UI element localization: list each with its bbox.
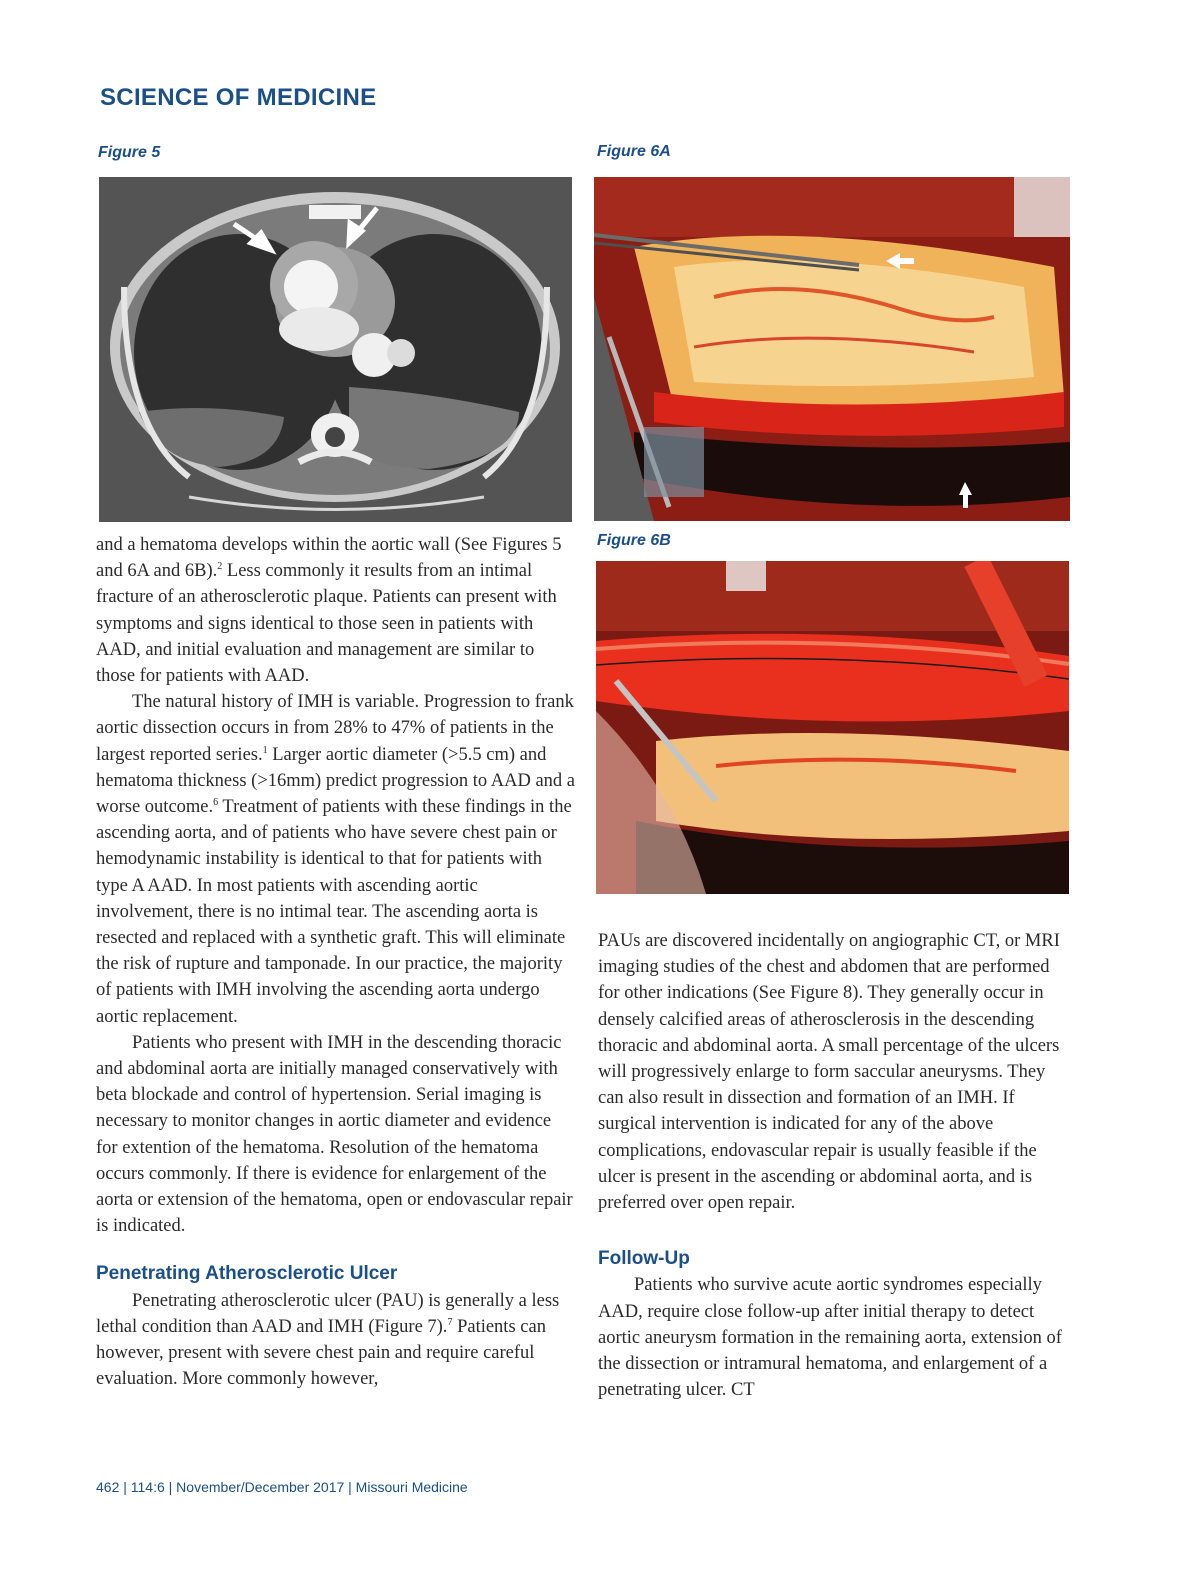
figure-5-label: Figure 5 [98,144,161,161]
paragraph-1-text-cont: Less commonly it results from an intimal fracture of an atherosclerotic plaque. Patients can present with symptoms and signs identical to those seen in patients with AAD, and initial evaluation and management are similar to those for patients with AAD. [96,561,557,687]
figure-5-ct-scan [99,177,572,522]
paragraph-2-text-b: Larger aortic diameter (>5.5 cm) and hematoma thickness (>16mm) predict progression to AAD and a worse outcome. [96,744,575,818]
figure-6a-label: Figure 6A [597,143,671,160]
figure-6a-surgical-photo [594,177,1070,521]
subhead-pau: Penetrating Atherosclerotic Ulcer [96,1263,398,1285]
paragraph-1-text: and a hematoma develops within the aortic wall (See Figures 5 and 6A and 6B). [96,535,562,582]
paragraph-2 [96,689,576,1030]
reference-6: 6 [213,797,219,809]
paragraph-4 [96,1288,576,1393]
figure-6b-label: Figure 6B [597,532,671,549]
figure-6b-surgical-photo [596,561,1069,894]
reference-1: 1 [262,744,268,756]
page-footer: 462 | 114:6 | November/December 2017 | Missouri Medicine [96,1479,468,1495]
paragraph-2-text-c: Treatment of patients with these findings in the ascending aorta, and of patients who have severe chest pain or hemodynamic instability is identical to that for patients with type A AAD. In most patients with ascending aortic involvement, there is no intimal tear. The ascending aorta is resected and replaced with a synthetic graft. This will eliminate the risk of rupture and tamponade. In our practice, the majority of patients with IMH involving the ascending aorta undergo aortic replacement. [96,797,572,1027]
paragraph-4-text-a: Penetrating atherosclerotic ulcer (PAU) is generally a less lethal condition than AAD and IMH (Figure 7). [96,1290,560,1337]
section-title: SCIENCE OF MEDICINE [100,84,377,111]
paragraph-3: Patients who present with IMH in the descending thoracic and abdominal aorta are initially managed conservatively with beta blockade and control of hypertension. Serial imaging is necessary to monitor changes in aortic diameter and evidence for extention of the hematoma. Resolution of the hematoma occurs commonly. If there is evidence for enlargement of the aorta or extension of the hematoma, open or endovascular repair is indicated. [96,1032,573,1237]
paragraph-2-text-a: The natural history of IMH is variable. Progression to frank aortic dissection occurs in from 28% to 47% of patients in the largest reported series. [96,692,574,765]
left-column [96,532,576,1393]
paragraph-pau-discovery: PAUs are discovered incidentally on angiographic CT, or MRI imaging studies of the chest and abdomen that are performed for other indications (See Figure 8). They generally occur in densely calcified areas of atherosclerosis in the descending thoracic and abdominal aorta. A small percentage of the ulcers will progressively enlarge to form saccular aneurysms. They can also result in dissection and formation of an IMH. If surgical intervention is indicated for any of the above complications, endovascular repair is usually feasible if the ulcer is present in the ascending or abdominal aorta, and is preferred over open repair. [598,931,1060,1214]
paragraph-1 [96,532,576,689]
subhead-follow-up: Follow-Up [598,1248,690,1270]
right-column [598,928,1072,1403]
reference-7: 7 [447,1316,453,1328]
paragraph-4-text-b: Patients can however, present with severe chest pain and require careful evaluation. More commonly however, [96,1316,546,1390]
reference-2: 2 [217,561,223,573]
paragraph-follow-up: Patients who survive acute aortic syndromes especially AAD, require close follow-up after initial therapy to detect aortic aneurysm formation in the remaining aorta, extension of the dissection or intramural hematoma, and enlargement of a penetrating ulcer. CT [598,1275,1062,1401]
